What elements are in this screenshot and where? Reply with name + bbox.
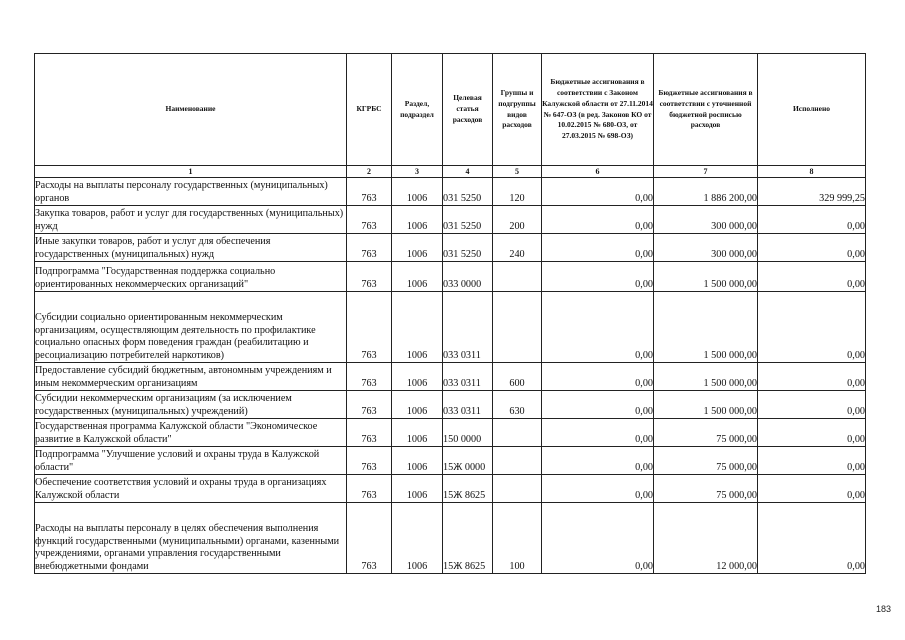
row-article: 031 5250: [443, 206, 493, 234]
row-law: 0,00: [542, 262, 654, 292]
row-article: 033 0311: [443, 292, 493, 363]
header-done: Исполнено: [758, 54, 866, 166]
row-article: 15Ж 0000: [443, 447, 493, 475]
row-article: 031 5250: [443, 234, 493, 262]
column-number: 6: [542, 166, 654, 178]
row-law: 0,00: [542, 475, 654, 503]
row-group: 100: [493, 503, 542, 574]
row-law: 0,00: [542, 447, 654, 475]
row-name: Закупка товаров, работ и услуг для государственных (муниципальных) нужд: [35, 206, 347, 234]
row-law: 0,00: [542, 206, 654, 234]
header-group: Группы и подгруппы видов расходов: [493, 54, 542, 166]
column-number-row: [35, 166, 866, 178]
row-group: 630: [493, 391, 542, 419]
row-razdel: 1006: [392, 447, 443, 475]
row-name: Субсидии некоммерческим организациям (за исключением государственных (муниципальных) учреждений): [35, 391, 347, 419]
row-kgrbs: 763: [347, 206, 392, 234]
row-done: 0,00: [758, 475, 866, 503]
row-razdel: 1006: [392, 234, 443, 262]
row-razdel: 1006: [392, 419, 443, 447]
row-name: Государственная программа Калужской области "Экономическое развитие в Калужской области": [35, 419, 347, 447]
row-name: Предоставление субсидий бюджетным, автономным учреждениям и иным некоммерческим организациям: [35, 363, 347, 391]
row-kgrbs: 763: [347, 391, 392, 419]
row-done: 0,00: [758, 503, 866, 574]
row-article: 15Ж 8625: [443, 475, 493, 503]
column-number: 5: [493, 166, 542, 178]
row-group: 200: [493, 206, 542, 234]
row-law: 0,00: [542, 419, 654, 447]
row-name: Иные закупки товаров, работ и услуг для обеспечения государственных (муниципальных) нужд: [35, 234, 347, 262]
table-row: [35, 503, 866, 574]
row-done: 0,00: [758, 234, 866, 262]
row-plan: 300 000,00: [654, 234, 758, 262]
column-number: 3: [392, 166, 443, 178]
row-razdel: 1006: [392, 206, 443, 234]
row-razdel: 1006: [392, 262, 443, 292]
row-done: 0,00: [758, 447, 866, 475]
row-done: 0,00: [758, 419, 866, 447]
table-row: [35, 391, 866, 419]
column-number: 1: [35, 166, 347, 178]
row-kgrbs: 763: [347, 475, 392, 503]
header-article: Целевая статья расходов: [443, 54, 493, 166]
row-done: 0,00: [758, 292, 866, 363]
row-razdel: 1006: [392, 391, 443, 419]
row-article: 033 0000: [443, 262, 493, 292]
table-row: [35, 178, 866, 206]
row-name: Субсидии социально ориентированным некоммерческим организациям, осуществляющим деятельность по профилактике социально опасных форм поведения граждан (реабилитацию и ресоциализацию потребителей наркотиков): [35, 292, 347, 363]
row-group: [493, 475, 542, 503]
table-row: [35, 419, 866, 447]
column-number: 4: [443, 166, 493, 178]
row-kgrbs: 763: [347, 447, 392, 475]
row-kgrbs: 763: [347, 292, 392, 363]
row-group: [493, 419, 542, 447]
row-plan: 1 500 000,00: [654, 363, 758, 391]
page-number: 183: [876, 604, 892, 614]
row-kgrbs: 763: [347, 503, 392, 574]
header-razdel: Раздел, подраздел: [392, 54, 443, 166]
row-kgrbs: 763: [347, 178, 392, 206]
row-name: Обеспечение соответствия условий и охраны труда в организациях Калужской области: [35, 475, 347, 503]
row-razdel: 1006: [392, 292, 443, 363]
row-plan: 1 886 200,00: [654, 178, 758, 206]
table-row: [35, 292, 866, 363]
row-razdel: 1006: [392, 503, 443, 574]
table-row: [35, 363, 866, 391]
row-article: 15Ж 8625: [443, 503, 493, 574]
row-law: 0,00: [542, 503, 654, 574]
row-kgrbs: 763: [347, 262, 392, 292]
header-row: [35, 54, 866, 166]
column-number: 7: [654, 166, 758, 178]
header-plan: Бюджетные ассигнования в соответствии с уточненной бюджетной росписью расходов: [654, 54, 758, 166]
row-kgrbs: 763: [347, 419, 392, 447]
header-name: Наименование: [35, 54, 347, 166]
row-law: 0,00: [542, 234, 654, 262]
column-number: 2: [347, 166, 392, 178]
row-plan: 75 000,00: [654, 475, 758, 503]
row-done: 329 999,25: [758, 178, 866, 206]
row-group: [493, 262, 542, 292]
table-row: [35, 262, 866, 292]
table-row: [35, 447, 866, 475]
row-article: 150 0000: [443, 419, 493, 447]
row-done: 0,00: [758, 206, 866, 234]
row-plan: 1 500 000,00: [654, 391, 758, 419]
table-row: [35, 475, 866, 503]
table-row: [35, 234, 866, 262]
row-article: 033 0311: [443, 363, 493, 391]
row-name: Расходы на выплаты персоналу в целях обеспечения выполнения функций государственными (муниципальными) органами, казенными учреждениями, органами управления государственными внебюджетными фондами: [35, 503, 347, 574]
row-law: 0,00: [542, 391, 654, 419]
header-law: Бюджетные ассигнования в соответствии с Законом Калужской области от 27.11.2014 № 647-ОЗ (в ред. Законов КО от 10.02.2015 № 680-ОЗ, от 27.03.2015 № 698-ОЗ): [542, 54, 654, 166]
row-kgrbs: 763: [347, 363, 392, 391]
row-group: [493, 447, 542, 475]
row-kgrbs: 763: [347, 234, 392, 262]
row-law: 0,00: [542, 363, 654, 391]
row-group: 120: [493, 178, 542, 206]
row-law: 0,00: [542, 292, 654, 363]
row-name: Расходы на выплаты персоналу государственных (муниципальных) органов: [35, 178, 347, 206]
row-article: 033 0311: [443, 391, 493, 419]
row-plan: 75 000,00: [654, 419, 758, 447]
row-name: Подпрограмма "Государственная поддержка социально ориентированных некоммерческих организаций": [35, 262, 347, 292]
row-article: 031 5250: [443, 178, 493, 206]
row-done: 0,00: [758, 391, 866, 419]
column-number: 8: [758, 166, 866, 178]
row-plan: 300 000,00: [654, 206, 758, 234]
row-razdel: 1006: [392, 475, 443, 503]
header-kgrbs: КГРБС: [347, 54, 392, 166]
row-done: 0,00: [758, 262, 866, 292]
row-plan: 1 500 000,00: [654, 292, 758, 363]
row-plan: 12 000,00: [654, 503, 758, 574]
row-law: 0,00: [542, 178, 654, 206]
row-plan: 1 500 000,00: [654, 262, 758, 292]
row-razdel: 1006: [392, 363, 443, 391]
row-plan: 75 000,00: [654, 447, 758, 475]
row-group: 600: [493, 363, 542, 391]
budget-table: [34, 53, 866, 574]
row-done: 0,00: [758, 363, 866, 391]
row-razdel: 1006: [392, 178, 443, 206]
row-group: 240: [493, 234, 542, 262]
row-group: [493, 292, 542, 363]
table-row: [35, 206, 866, 234]
row-name: Подпрограмма "Улучшение условий и охраны труда в Калужской области": [35, 447, 347, 475]
